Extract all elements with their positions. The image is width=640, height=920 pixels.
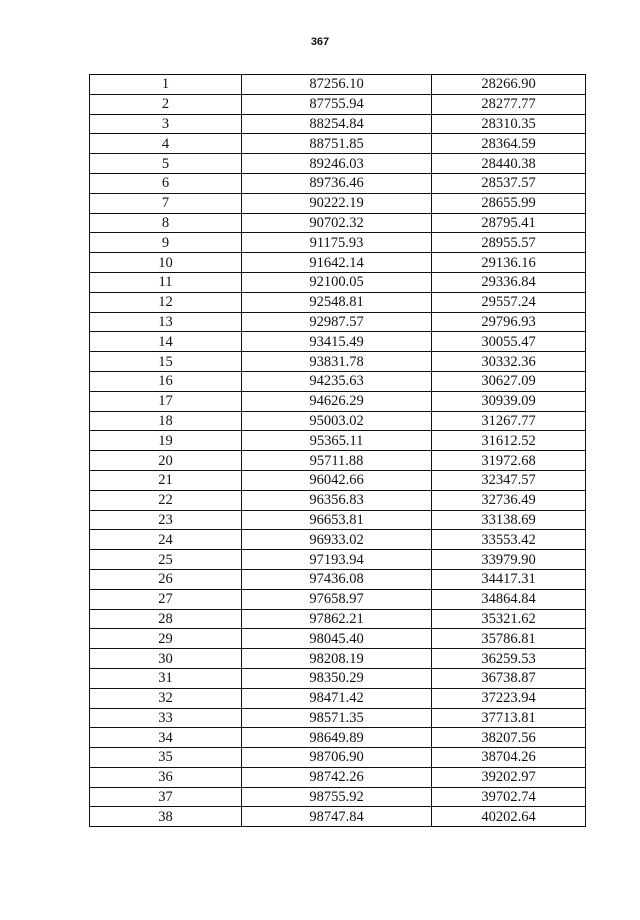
x-coordinate-cell: 98747.84 xyxy=(242,807,432,827)
table-row xyxy=(90,292,586,312)
table-row xyxy=(90,550,586,570)
point-number-cell: 16 xyxy=(90,371,242,391)
y-coordinate-cell: 31972.68 xyxy=(432,451,586,471)
point-number-cell: 33 xyxy=(90,708,242,728)
x-coordinate-cell: 97436.08 xyxy=(242,569,432,589)
y-coordinate-cell: 28266.90 xyxy=(432,75,586,95)
table-row xyxy=(90,312,586,332)
y-coordinate-cell: 37713.81 xyxy=(432,708,586,728)
table-row xyxy=(90,431,586,451)
point-number-cell: 26 xyxy=(90,569,242,589)
table-row xyxy=(90,272,586,292)
y-coordinate-cell: 29557.24 xyxy=(432,292,586,312)
table-row xyxy=(90,154,586,174)
x-coordinate-cell: 98045.40 xyxy=(242,629,432,649)
table-row xyxy=(90,569,586,589)
table-row xyxy=(90,253,586,273)
point-number-cell: 25 xyxy=(90,550,242,570)
coordinate-table-body xyxy=(90,75,586,827)
point-number-cell: 2 xyxy=(90,94,242,114)
table-row xyxy=(90,510,586,530)
table-row xyxy=(90,530,586,550)
x-coordinate-cell: 98649.89 xyxy=(242,728,432,748)
x-coordinate-cell: 91642.14 xyxy=(242,253,432,273)
y-coordinate-cell: 30332.36 xyxy=(432,352,586,372)
table-row xyxy=(90,688,586,708)
point-number-cell: 14 xyxy=(90,332,242,352)
table-row xyxy=(90,589,586,609)
y-coordinate-cell: 33553.42 xyxy=(432,530,586,550)
x-coordinate-cell: 98471.42 xyxy=(242,688,432,708)
x-coordinate-cell: 93415.49 xyxy=(242,332,432,352)
point-number-cell: 27 xyxy=(90,589,242,609)
x-coordinate-cell: 89246.03 xyxy=(242,154,432,174)
y-coordinate-cell: 32347.57 xyxy=(432,470,586,490)
table-row xyxy=(90,332,586,352)
y-coordinate-cell: 34417.31 xyxy=(432,569,586,589)
x-coordinate-cell: 87256.10 xyxy=(242,75,432,95)
y-coordinate-cell: 30627.09 xyxy=(432,371,586,391)
point-number-cell: 37 xyxy=(90,787,242,807)
x-coordinate-cell: 87755.94 xyxy=(242,94,432,114)
table-row xyxy=(90,728,586,748)
y-coordinate-cell: 33138.69 xyxy=(432,510,586,530)
table-row xyxy=(90,787,586,807)
y-coordinate-cell: 31267.77 xyxy=(432,411,586,431)
y-coordinate-cell: 39202.97 xyxy=(432,767,586,787)
y-coordinate-cell: 37223.94 xyxy=(432,688,586,708)
y-coordinate-cell: 29336.84 xyxy=(432,272,586,292)
y-coordinate-cell: 28537.57 xyxy=(432,173,586,193)
y-coordinate-cell: 31612.52 xyxy=(432,431,586,451)
point-number-cell: 17 xyxy=(90,391,242,411)
y-coordinate-cell: 30055.47 xyxy=(432,332,586,352)
point-number-cell: 29 xyxy=(90,629,242,649)
x-coordinate-cell: 94235.63 xyxy=(242,371,432,391)
x-coordinate-cell: 98755.92 xyxy=(242,787,432,807)
x-coordinate-cell: 89736.46 xyxy=(242,173,432,193)
table-row xyxy=(90,391,586,411)
x-coordinate-cell: 98706.90 xyxy=(242,748,432,768)
x-coordinate-cell: 98208.19 xyxy=(242,649,432,669)
x-coordinate-cell: 92548.81 xyxy=(242,292,432,312)
y-coordinate-cell: 39702.74 xyxy=(432,787,586,807)
x-coordinate-cell: 91175.93 xyxy=(242,233,432,253)
page-number: 367 xyxy=(310,36,330,48)
table-row xyxy=(90,767,586,787)
x-coordinate-cell: 95711.88 xyxy=(242,451,432,471)
point-number-cell: 18 xyxy=(90,411,242,431)
point-number-cell: 35 xyxy=(90,748,242,768)
point-number-cell: 6 xyxy=(90,173,242,193)
table-row xyxy=(90,173,586,193)
x-coordinate-cell: 96933.02 xyxy=(242,530,432,550)
table-row xyxy=(90,748,586,768)
x-coordinate-cell: 94626.29 xyxy=(242,391,432,411)
point-number-cell: 31 xyxy=(90,668,242,688)
x-coordinate-cell: 90702.32 xyxy=(242,213,432,233)
y-coordinate-cell: 35321.62 xyxy=(432,609,586,629)
x-coordinate-cell: 97658.97 xyxy=(242,589,432,609)
point-number-cell: 3 xyxy=(90,114,242,134)
x-coordinate-cell: 92100.05 xyxy=(242,272,432,292)
x-coordinate-cell: 95003.02 xyxy=(242,411,432,431)
point-number-cell: 24 xyxy=(90,530,242,550)
point-number-cell: 4 xyxy=(90,134,242,154)
table-row xyxy=(90,451,586,471)
y-coordinate-cell: 30939.09 xyxy=(432,391,586,411)
table-row xyxy=(90,371,586,391)
table-row xyxy=(90,490,586,510)
point-number-cell: 38 xyxy=(90,807,242,827)
x-coordinate-cell: 98742.26 xyxy=(242,767,432,787)
y-coordinate-cell: 28955.57 xyxy=(432,233,586,253)
table-row xyxy=(90,94,586,114)
point-number-cell: 32 xyxy=(90,688,242,708)
table-row xyxy=(90,668,586,688)
point-number-cell: 21 xyxy=(90,470,242,490)
y-coordinate-cell: 36259.53 xyxy=(432,649,586,669)
point-number-cell: 5 xyxy=(90,154,242,174)
point-number-cell: 28 xyxy=(90,609,242,629)
x-coordinate-cell: 90222.19 xyxy=(242,193,432,213)
x-coordinate-cell: 95365.11 xyxy=(242,431,432,451)
y-coordinate-cell: 34864.84 xyxy=(432,589,586,609)
table-row xyxy=(90,352,586,372)
point-number-cell: 30 xyxy=(90,649,242,669)
y-coordinate-cell: 28310.35 xyxy=(432,114,586,134)
y-coordinate-cell: 28655.99 xyxy=(432,193,586,213)
y-coordinate-cell: 36738.87 xyxy=(432,668,586,688)
table-row xyxy=(90,708,586,728)
x-coordinate-cell: 93831.78 xyxy=(242,352,432,372)
point-number-cell: 12 xyxy=(90,292,242,312)
x-coordinate-cell: 98571.35 xyxy=(242,708,432,728)
table-row xyxy=(90,75,586,95)
y-coordinate-cell: 38704.26 xyxy=(432,748,586,768)
point-number-cell: 34 xyxy=(90,728,242,748)
point-number-cell: 36 xyxy=(90,767,242,787)
table-row xyxy=(90,213,586,233)
table-row xyxy=(90,470,586,490)
x-coordinate-cell: 97193.94 xyxy=(242,550,432,570)
table-row xyxy=(90,807,586,827)
point-number-cell: 1 xyxy=(90,75,242,95)
point-number-cell: 7 xyxy=(90,193,242,213)
point-number-cell: 10 xyxy=(90,253,242,273)
table-row xyxy=(90,411,586,431)
point-number-cell: 23 xyxy=(90,510,242,530)
coordinate-table xyxy=(89,74,586,827)
y-coordinate-cell: 33979.90 xyxy=(432,550,586,570)
y-coordinate-cell: 28440.38 xyxy=(432,154,586,174)
x-coordinate-cell: 88751.85 xyxy=(242,134,432,154)
point-number-cell: 11 xyxy=(90,272,242,292)
point-number-cell: 9 xyxy=(90,233,242,253)
y-coordinate-cell: 35786.81 xyxy=(432,629,586,649)
x-coordinate-cell: 92987.57 xyxy=(242,312,432,332)
y-coordinate-cell: 28277.77 xyxy=(432,94,586,114)
y-coordinate-cell: 28795.41 xyxy=(432,213,586,233)
point-number-cell: 22 xyxy=(90,490,242,510)
y-coordinate-cell: 28364.59 xyxy=(432,134,586,154)
point-number-cell: 15 xyxy=(90,352,242,372)
x-coordinate-cell: 98350.29 xyxy=(242,668,432,688)
point-number-cell: 8 xyxy=(90,213,242,233)
point-number-cell: 20 xyxy=(90,451,242,471)
y-coordinate-cell: 29136.16 xyxy=(432,253,586,273)
table-row xyxy=(90,609,586,629)
y-coordinate-cell: 38207.56 xyxy=(432,728,586,748)
x-coordinate-cell: 96356.83 xyxy=(242,490,432,510)
y-coordinate-cell: 40202.64 xyxy=(432,807,586,827)
x-coordinate-cell: 88254.84 xyxy=(242,114,432,134)
x-coordinate-cell: 96042.66 xyxy=(242,470,432,490)
table-row xyxy=(90,629,586,649)
table-row xyxy=(90,114,586,134)
table-row xyxy=(90,193,586,213)
x-coordinate-cell: 96653.81 xyxy=(242,510,432,530)
table-row xyxy=(90,134,586,154)
point-number-cell: 19 xyxy=(90,431,242,451)
y-coordinate-cell: 29796.93 xyxy=(432,312,586,332)
table-row xyxy=(90,649,586,669)
point-number-cell: 13 xyxy=(90,312,242,332)
table-row xyxy=(90,233,586,253)
y-coordinate-cell: 32736.49 xyxy=(432,490,586,510)
x-coordinate-cell: 97862.21 xyxy=(242,609,432,629)
